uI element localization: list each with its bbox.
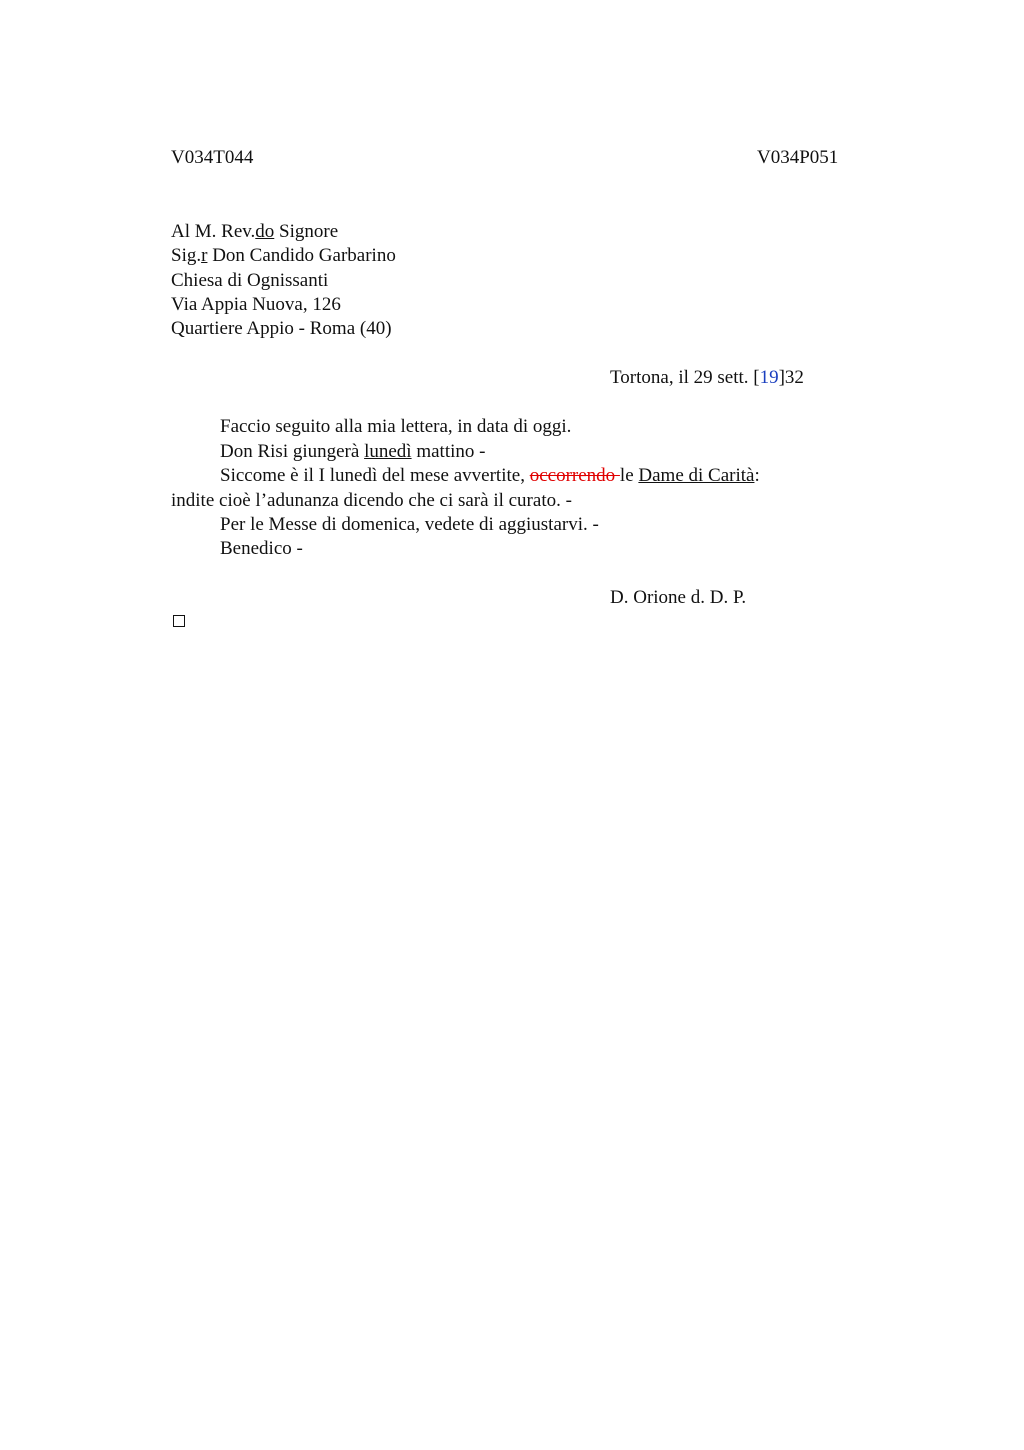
address-line-1: Al M. Rev.do Signore	[171, 221, 339, 242]
address-line-3: Chiesa di Ognissanti	[171, 270, 329, 291]
address-line-4: Via Appia Nuova, 126	[171, 294, 341, 315]
document-code-right: V034P051	[757, 147, 839, 168]
signature: D. Orione d. D. P.	[610, 587, 747, 608]
address-line-5: Quartiere Appio - Roma (40)	[171, 318, 392, 339]
editorial-insertion: 19	[759, 367, 779, 388]
paragraph-1: Faccio seguito alla mia lettera, in data di oggi.	[220, 416, 572, 437]
paragraph-4: Per le Messe di domenica, vedete di aggiustarvi. -	[220, 514, 599, 535]
document-code-left: V034T044	[171, 147, 254, 168]
paragraph-3: Siccome è il I lunedì del mese avvertite, occorrendo le Dame di Carità:	[220, 465, 760, 486]
date-line: Tortona, il 29 sett. [19]32	[610, 367, 804, 388]
paragraph-3-continuation: indite cioè l’adunanza dicendo che ci sarà il curato. -	[171, 490, 572, 511]
paragraph-2: Don Risi giungerà lunedì mattino -	[220, 441, 486, 462]
end-marker-square-icon	[173, 615, 185, 627]
paragraph-5: Benedico -	[220, 538, 303, 559]
address-line-2: Sig.r Don Candido Garbarino	[171, 245, 396, 266]
deleted-word: occorrendo	[529, 465, 620, 486]
